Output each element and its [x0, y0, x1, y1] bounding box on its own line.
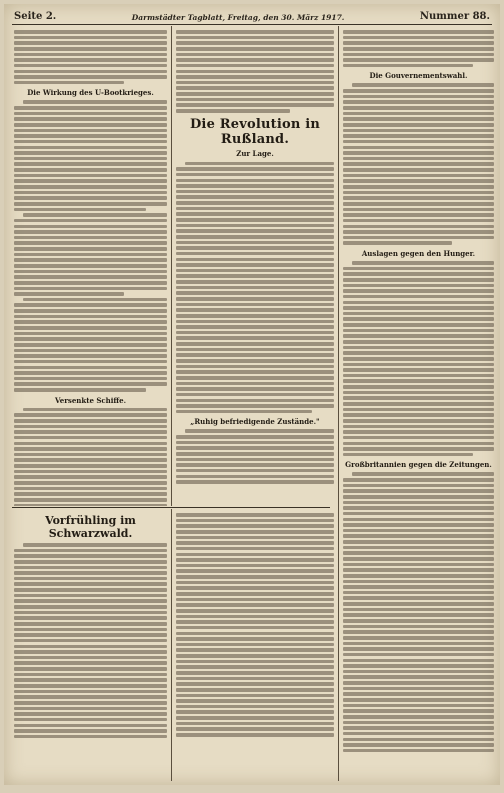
- feuilleton-col-1: [14, 511, 167, 781]
- masthead: Darmstädter Tagblatt, Freitag, den 30. März 1917.: [131, 13, 345, 22]
- section-rule: [12, 507, 330, 508]
- heading-gouvernement: Die Gouvernementswahl.: [369, 71, 468, 81]
- feuilleton-col-2: [176, 511, 334, 781]
- column-1: [14, 28, 167, 506]
- column-divider: [338, 26, 339, 781]
- heading-lage: Zur Lage.: [236, 148, 274, 158]
- page-header: [14, 8, 490, 22]
- heading-revolution: Die Revolution in Rußland.: [189, 116, 321, 147]
- column-divider: [171, 26, 172, 506]
- heading-zustaende: „Ruhig befriedigende Zustände.": [190, 417, 320, 427]
- page-number: Seite 2.: [14, 11, 57, 22]
- column-divider: [171, 509, 172, 781]
- column-2: [176, 28, 334, 506]
- header-rule: [12, 24, 492, 25]
- column-3: [343, 28, 494, 781]
- heading-zeitungen: Großbritannien gegen die Zeitungen.: [345, 460, 492, 470]
- heading-auslagen: Auslagen gegen den Hunger.: [361, 249, 476, 259]
- heading-schwarzwald: Vorfrühling im Schwarzwald.: [45, 514, 136, 540]
- issue-number: Nummer 88.: [419, 11, 490, 22]
- newspaper-page: [4, 4, 500, 785]
- heading-schiffe: Versenkte Schiffe.: [54, 395, 127, 405]
- heading-uboot: Die Wirkung des U-Bootkrieges.: [27, 88, 154, 98]
